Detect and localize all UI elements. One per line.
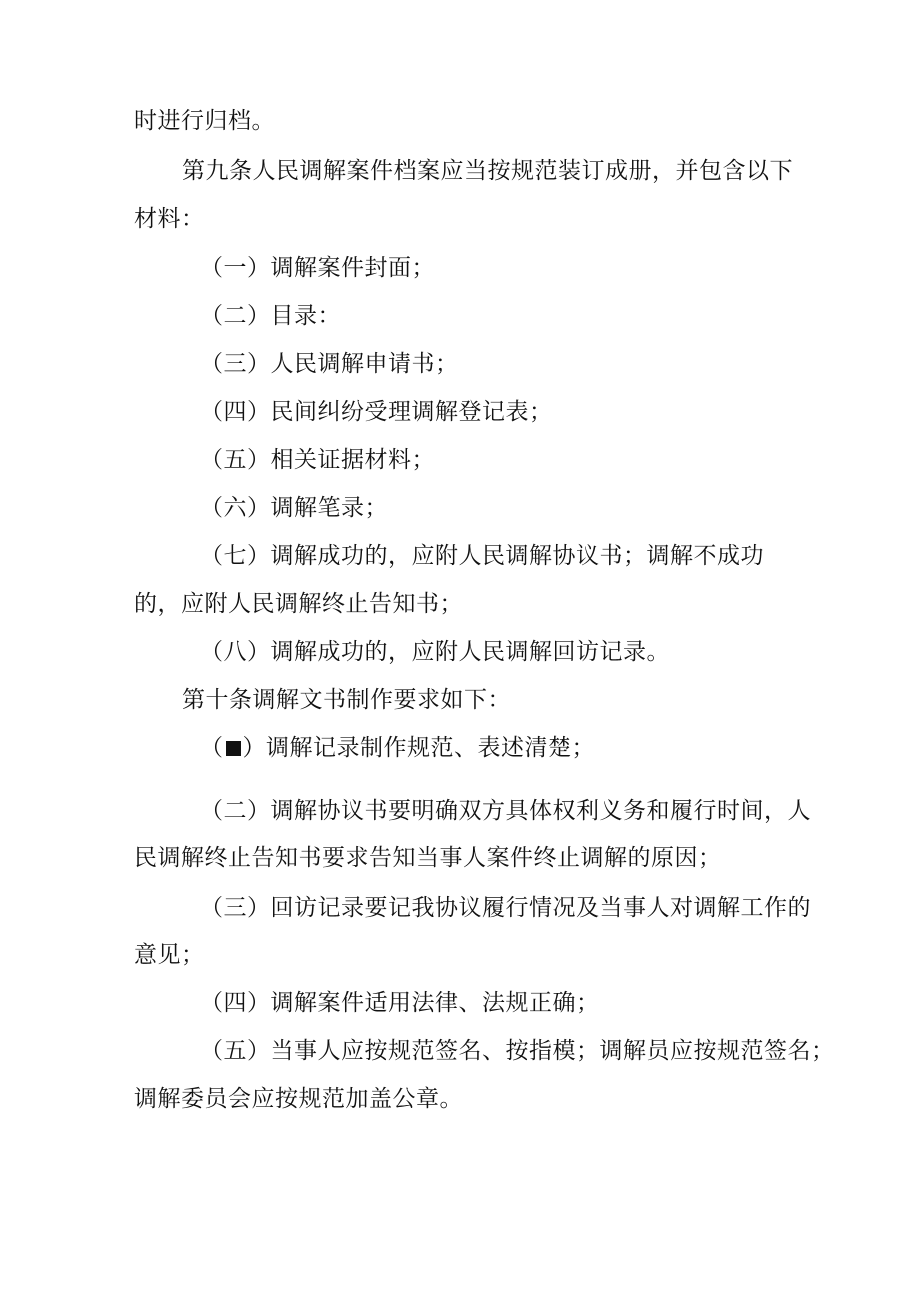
list-item-3: （三）人民调解申请书； — [200, 351, 459, 377]
list-item-4: （四）民间纠纷受理调解登记表； — [200, 399, 553, 425]
list-item-2: （二）目录： — [200, 303, 341, 329]
requirement-item-2-continued: 民调解终止告知书要求告知当事人案件终止调解的原因； — [134, 845, 722, 871]
text-line-1: 时进行归档。 — [134, 108, 275, 134]
article-10-heading: 第十条调解文书制作要求如下： — [182, 687, 511, 713]
open-bracket: （ — [200, 735, 224, 761]
requirement-item-1 — [200, 733, 595, 763]
list-item-1: （一）调解案件封面； — [200, 255, 435, 281]
requirement-item-4: （四）调解案件适用法律、法规正确； — [200, 990, 600, 1016]
list-item-6: （六）调解笔录； — [200, 495, 388, 521]
list-item-7: （七）调解成功的，应附人民调解协议书；调解不成功 — [200, 543, 764, 569]
text-line-3: 材料： — [134, 206, 205, 232]
requirement-item-1-text: ）调解记录制作规范、表述清楚； — [242, 735, 595, 761]
requirement-item-3-continued: 意见； — [134, 942, 205, 968]
list-item-5: （五）相关证据材料； — [200, 447, 435, 473]
list-item-8: （八）调解成功的，应附人民调解回访记录。 — [200, 639, 670, 665]
requirement-item-5-continued: 调解委员会应按规范加盖公章。 — [134, 1086, 463, 1112]
requirement-item-5: （五）当事人应按规范签名、按指模；调解员应按规范签名； — [200, 1038, 835, 1064]
requirement-item-3: （三）回访记录要记我协议履行情况及当事人对调解工作的 — [200, 895, 811, 921]
requirement-item-2: （二）调解协议书要明确双方具体权利义务和履行时间，人 — [200, 798, 811, 824]
list-item-7-continued: 的，应附人民调解终止告知书； — [134, 591, 463, 617]
black-square-icon — [226, 741, 241, 756]
article-9-heading: 第九条人民调解案件档案应当按规范装订成册，并包含以下 — [182, 158, 793, 184]
